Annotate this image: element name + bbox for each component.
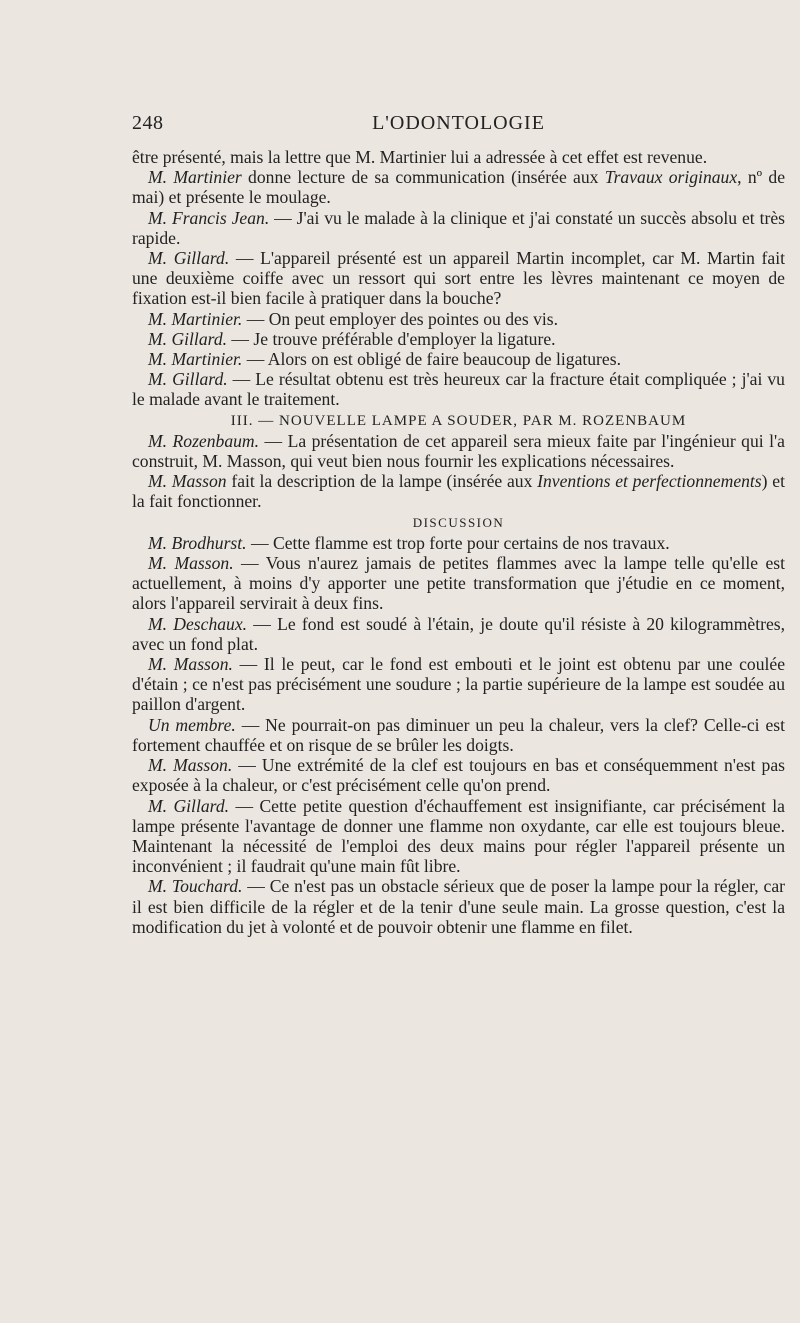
paragraph-text: — Cette flamme est trop forte pour certains de nos travaux. (246, 532, 670, 553)
speaker-name: M. Martinier. (148, 349, 243, 370)
paragraph-text: , nº de mai) et présente le moulage. (132, 167, 785, 208)
paragraph-text: — Cette petite question d'échauffement est insignifiante, car précisément la lampe présente l'avantage de donner une flamme non oxydante, car elle est toujours bleue. Maintenant la nécessité de l'emploi des deux mains pour régler l'appareil présente un inconvénient ; il faudrait qu'une main fût libre. (132, 795, 785, 877)
paragraph (132, 431, 785, 471)
page-number: 248 (132, 112, 164, 134)
paragraph-text: — Alors on est obligé de faire beaucoup de ligatures. (242, 349, 621, 370)
section-heading: III. — NOUVELLE LAMPE A SOUDER, PAR M. ROZENBAUM (230, 412, 687, 429)
paragraph-text: — Le fond est soudé à l'étain, je doute qu'il résiste à 20 kilogrammètres, avec un fond plat. (132, 613, 785, 654)
paragraph-text: — J'ai vu le malade à la clinique et j'ai constaté un succès absolu et très rapide. (132, 207, 785, 248)
speaker-name: M. Gillard. (148, 369, 228, 390)
paragraph-text: — Une extrémité de la clef est toujours en bas et conséquemment n'est pas exposée à la chaleur, or c'est précisément celle qu'on prend. (132, 755, 785, 796)
speaker-name: M. Gillard. (148, 248, 230, 269)
paragraph (132, 471, 785, 511)
paragraph (132, 167, 785, 207)
paragraph (132, 349, 785, 369)
speaker-name: Un membre. (148, 714, 236, 735)
speaker-name: M. Masson. (148, 755, 233, 776)
paragraph (132, 755, 785, 795)
speaker-name: M. Gillard. (148, 328, 228, 349)
paragraph (132, 553, 785, 614)
paragraph (132, 533, 785, 553)
speaker-name: M. Brodhurst. (148, 532, 247, 553)
speaker-name: M. Rozenbaum. (148, 430, 260, 451)
paragraph (132, 147, 785, 167)
paragraph-text: — L'appareil présenté est un appareil Martin incomplet, car M. Martin fait une deuxième coiffe avec un ressort qui sort entre les lèvres maintenant ce moyen de fixation est-il bien facile à pratiquer dans la bouche? (132, 248, 785, 309)
speaker-name: M. Martinier. (148, 308, 243, 329)
paragraph (132, 796, 785, 877)
paragraph-text: fait la description de la lampe (insérée aux (226, 471, 538, 492)
paragraph (132, 329, 785, 349)
paragraph (132, 208, 785, 248)
paragraph-text: — Ce n'est pas un obstacle sérieux que de poser la lampe pour la régler, car il est bien difficile de la régler et de la tenir d'une seule main. La grosse question, c'est la modification du jet à volonté et de pouvoir obtenir une flamme en filet. (132, 876, 785, 937)
speaker-name: M. Deschaux. (148, 613, 248, 634)
paragraph (132, 309, 785, 329)
paragraph (132, 654, 785, 715)
paragraph (132, 876, 785, 937)
speaker-name: M. Gillard. (148, 795, 230, 816)
paragraph-text: — Je trouve préférable d'employer la ligature. (227, 328, 556, 349)
paragraph-text: — Vous n'aurez jamais de petites flammes avec la lampe telle qu'elle est actuellement, à moins d'y apporter une petite transformation que j'étudie en ce moment, alors l'appareil servirait à deux fins. (132, 553, 785, 614)
speaker-name: M. Masson. (148, 654, 233, 675)
paragraph (132, 715, 785, 755)
speaker-name: M. Masson (148, 471, 227, 492)
paragraph-text: — Il le peut, car le fond est embouti et le joint est obtenu par une coulée d'étain ; ce n'est pas précisément une soudure ; la partie supérieure de la lampe est soudée au paillon d'argent. (132, 654, 785, 715)
running-title: L'ODONTOLOGIE (372, 112, 545, 134)
reference-title: Inventions et perfectionnements (537, 471, 762, 492)
body-text (132, 147, 785, 937)
paragraph (132, 369, 785, 409)
paragraph (132, 248, 785, 309)
paragraph-text: — Ne pourrait-on pas diminuer un peu la chaleur, vers la clef? Celle-ci est fortement chauffée et on risque de se brûler les doigts. (132, 714, 785, 755)
reference-title: Travaux originaux (604, 167, 738, 188)
paragraph-text: être présenté, mais la lettre que M. Martinier lui a adressée à cet effet est revenue. (132, 147, 708, 167)
speaker-name: M. Masson. (148, 553, 234, 574)
speaker-name: M. Francis Jean. (148, 207, 270, 228)
paragraph-text: — La présentation de cet appareil sera mieux faite par l'ingénieur qui l'a construit, M. Masson, qui veut bien nous fournir les explications nécessaires. (132, 430, 785, 472)
paragraph-text: — On peut employer des pointes ou des vis. (242, 308, 558, 329)
paragraph (132, 614, 785, 654)
paragraph-text: — Le résultat obtenu est très heureux car la fracture était compliquée ; j'ai vu le malade avant le traitement. (132, 369, 785, 410)
speaker-name: M. Touchard. (148, 876, 243, 897)
page-header (132, 112, 785, 140)
discussion-heading: DISCUSSION (412, 514, 505, 530)
paragraph-text: donne lecture de sa communication (insérée aux (241, 167, 605, 188)
paragraph-text: ) et la fait fonctionner. (132, 471, 785, 512)
speaker-name: M. Martinier (148, 167, 242, 188)
